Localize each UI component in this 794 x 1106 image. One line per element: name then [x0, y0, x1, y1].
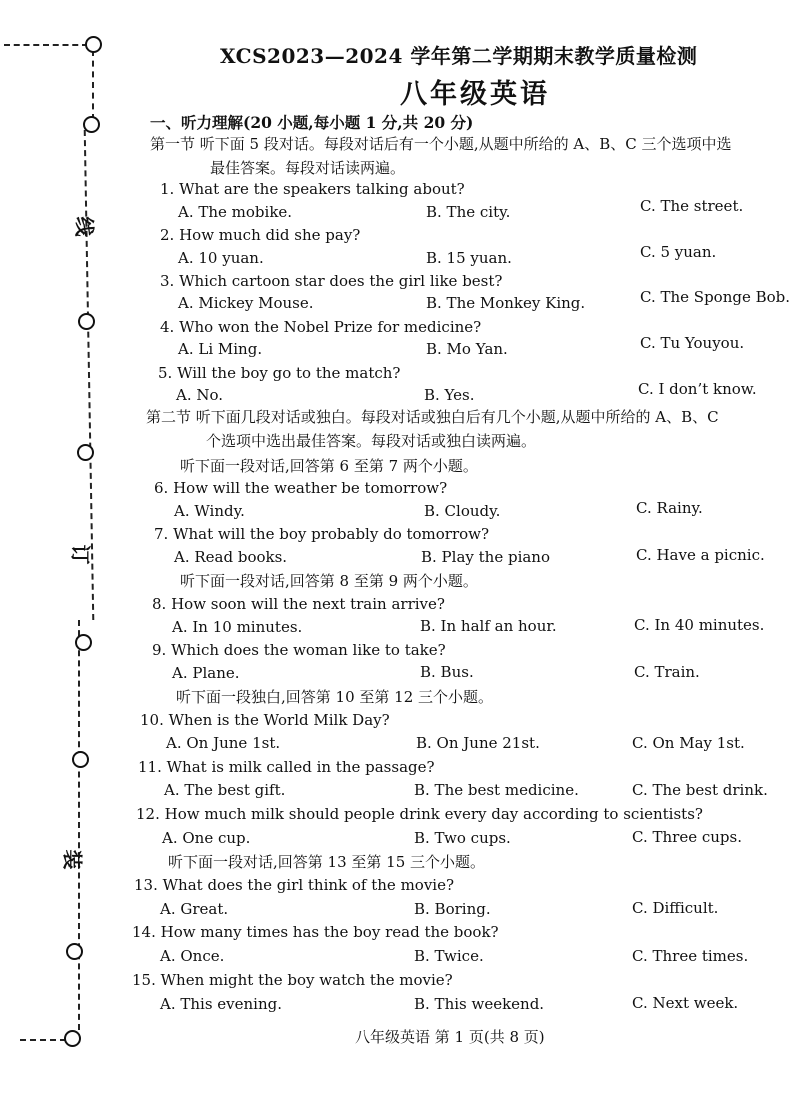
option-c: C. I don’t know. — [638, 380, 757, 398]
option-b: B. Play the piano — [421, 548, 551, 566]
option-c: C. Rainy. — [636, 499, 703, 517]
question-stem: 10. When is the World Milk Day? — [140, 711, 390, 729]
section1-instruction-cont: 最佳答案。每段对话读两遍。 — [210, 159, 406, 177]
binding-dash-line-upper — [92, 50, 94, 120]
option-c: C. 5 yuan. — [640, 243, 717, 261]
option-a: A. Read books. — [174, 548, 288, 566]
question-stem: 14. How many times has the boy read the book? — [132, 923, 499, 941]
question-stem: 4. Who won the Nobel Prize for medicine? — [160, 318, 482, 336]
question-stem: 11. What is milk called in the passage? — [138, 758, 435, 776]
listening-prompt: 听下面一段对话,回答第 8 至第 9 两个小题。 — [180, 572, 478, 590]
question-stem: 12. How much milk should people drink every day according to scientists? — [136, 805, 703, 823]
section1-instruction: 第一节 听下面 5 段对话。每段对话后有一个小题,从题中所给的 A、B、C 三个选项中选 — [150, 135, 732, 153]
option-a: A. This evening. — [160, 995, 283, 1013]
listening-prompt: 听下面一段独白,回答第 10 至第 12 三个小题。 — [176, 688, 494, 706]
option-a: A. The mobike. — [178, 203, 293, 221]
option-c: C. Three times. — [632, 947, 749, 965]
listening-prompt: 听下面一段对话,回答第 13 至第 15 三个小题。 — [168, 853, 486, 871]
binding-hole-icon — [78, 313, 95, 330]
binding-top-dash — [4, 44, 88, 46]
question-stem: 3. Which cartoon star does the girl like best? — [160, 272, 503, 290]
option-a: A. One cup. — [162, 829, 251, 847]
option-b: B. Twice. — [414, 947, 484, 965]
option-c: C. Train. — [634, 663, 700, 681]
option-b: B. This weekend. — [414, 995, 545, 1013]
question-stem: 15. When might the boy watch the movie? — [132, 971, 453, 989]
question-stem: 9. Which does the woman like to take? — [152, 641, 446, 659]
option-b: B. Yes. — [424, 386, 475, 404]
option-a: A. In 10 minutes. — [172, 618, 303, 636]
option-b: B. Mo Yan. — [426, 340, 508, 358]
option-a: A. Windy. — [174, 502, 245, 520]
option-b: B. Cloudy. — [424, 502, 501, 520]
binding-hole-icon — [83, 116, 100, 133]
option-b: B. Two cups. — [414, 829, 511, 847]
binding-hole-icon — [85, 36, 102, 53]
option-a: A. The best gift. — [164, 781, 286, 799]
section2-instruction-cont: 个选项中选出最佳答案。每段对话或独白读两遍。 — [206, 432, 537, 450]
option-c: C. Tu Youyou. — [640, 334, 745, 352]
option-c: C. The Sponge Bob. — [640, 288, 791, 306]
binding-char-line: 线 — [72, 216, 97, 237]
binding-hole-icon — [75, 634, 92, 651]
option-c: C. The best drink. — [632, 781, 768, 799]
question-stem: 2. How much did she pay? — [160, 226, 361, 244]
question-stem: 13. What does the girl think of the movie? — [134, 876, 455, 894]
option-c: C. Three cups. — [632, 828, 742, 846]
option-c: C. The street. — [640, 197, 744, 215]
option-a: A. Li Ming. — [178, 340, 263, 358]
question-stem: 6. How will the weather be tomorrow? — [154, 479, 448, 497]
option-a: A. Great. — [160, 900, 229, 918]
listening-prompt: 听下面一段对话,回答第 6 至第 7 两个小题。 — [180, 457, 478, 475]
option-a: A. On June 1st. — [166, 734, 281, 752]
question-stem: 5. Will the boy go to the match? — [158, 364, 401, 382]
section2-instruction: 第二节 听下面几段对话或独白。每段对话或独白后有几个小题,从题中所给的 A、B、C — [146, 408, 719, 426]
option-a: A. Mickey Mouse. — [178, 294, 314, 312]
option-c: C. Difficult. — [632, 899, 719, 917]
option-a: A. 10 yuan. — [178, 249, 264, 267]
option-b: B. The city. — [426, 203, 511, 221]
binding-char-bind: 装 — [60, 849, 85, 870]
option-c: C. Have a picnic. — [636, 546, 765, 564]
subject-title: 八年级英语 — [400, 79, 550, 110]
binding-hole-icon — [64, 1030, 81, 1047]
exam-title: XCS2023—2024 学年第二学期期末教学质量检测 — [220, 44, 698, 68]
binding-hole-icon — [77, 444, 94, 461]
option-b: B. On June 21st. — [416, 734, 540, 752]
option-b: B. In half an hour. — [420, 617, 557, 635]
question-stem: 8. How soon will the next train arrive? — [152, 595, 445, 613]
option-b: B. 15 yuan. — [426, 249, 512, 267]
binding-hole-icon — [72, 751, 89, 768]
option-a: A. No. — [176, 386, 224, 404]
option-c: C. Next week. — [632, 994, 739, 1012]
binding-dash-line-lower — [78, 620, 80, 1030]
option-b: B. The Monkey King. — [426, 294, 586, 312]
option-b: B. The best medicine. — [414, 781, 579, 799]
question-stem: 7. What will the boy probably do tomorrow? — [154, 525, 490, 543]
page-footer: 八年级英语 第 1 页(共 8 页) — [355, 1028, 545, 1046]
option-b: B. Bus. — [420, 663, 474, 681]
option-c: C. In 40 minutes. — [634, 616, 765, 634]
question-stem: 1. What are the speakers talking about? — [160, 180, 465, 198]
option-c: C. On May 1st. — [632, 734, 745, 752]
option-a: A. Once. — [160, 947, 225, 965]
option-a: A. Plane. — [172, 664, 240, 682]
part-heading: 一、听力理解(20 小题,每小题 1 分,共 20 分) — [150, 113, 474, 132]
binding-bottom-dash — [20, 1039, 66, 1041]
binding-hole-icon — [66, 943, 83, 960]
option-b: B. Boring. — [414, 900, 491, 918]
binding-char-order: 订 — [68, 544, 93, 565]
